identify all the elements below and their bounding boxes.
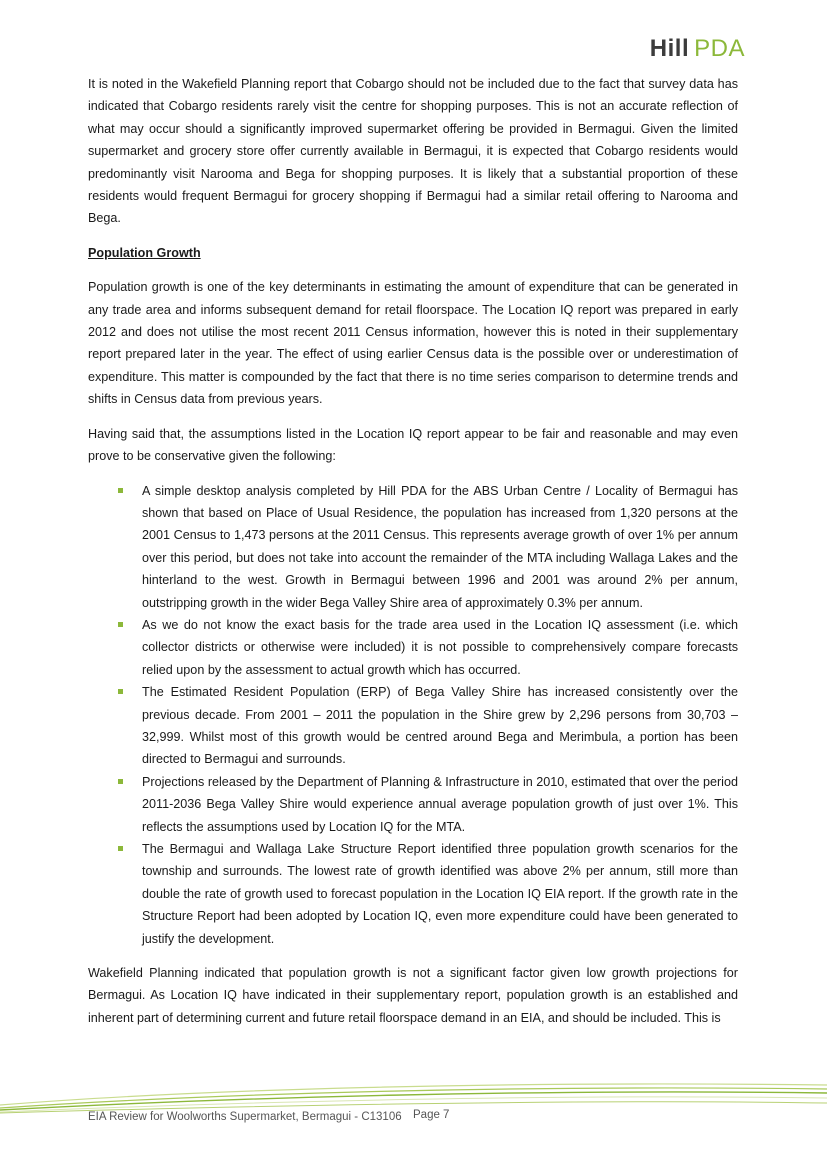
bullet-item: The Estimated Resident Population (ERP) of Bega Valley Shire has increased consistently over the previous decade. From 2001 – 2011 the population in the Shire grew by 2,296 persons from 30,703 – 32,999. Whilst most of this growth would be centred around Bega and Merimbula, a portion has been directed to Bermagui and surrounds. bbox=[142, 681, 738, 771]
bullet-list bbox=[88, 480, 738, 951]
footer-page-number: Page 7 bbox=[413, 1109, 450, 1121]
company-logo bbox=[650, 34, 745, 64]
paragraph-cobargo: It is noted in the Wakefield Planning report that Cobargo should not be included due to the fact that survey data has indicated that Cobargo residents rarely visit the centre for shopping purposes. This is not an accurate reflection of what may occur should a significantly improved supermarket offering be provided in Bermagui. Given the limited supermarket and grocery store offer currently available in Bermagui, it is expected that Cobargo residents would predominantly visit Narooma and Bega for shopping purposes. It is likely that a substantial proportion of these residents would frequent Bermagui for grocery shopping if Bermagui had a similar retail offering to Narooma and Bega. bbox=[88, 77, 738, 226]
paragraph-wakefield: Wakefield Planning indicated that population growth is not a significant factor given low growth projections for Bermagui. As Location IQ have indicated in their supplementary report, population growth is an established and inherent part of determining current and future retail floorspace demand in an EIA, and should be included. This is bbox=[88, 966, 738, 1025]
logo-primary-text: Hill bbox=[649, 35, 690, 62]
bullet-item: As we do not know the exact basis for the trade area used in the Location IQ assessment (i.e. which collector districts or otherwise were included) it is not possible to comprehensively compare forecasts relied upon by the assessment to actual growth which has occurred. bbox=[142, 614, 738, 681]
paragraph-population-intro: Population growth is one of the key determinants in estimating the amount of expenditure that can be generated in any trade area and informs subsequent demand for retail floorspace. The Location IQ report was prepared in early 2012 and does not utilise the most recent 2011 Census information, however this is noted in their supplementary report prepared later in the year. The effect of using earlier Census data is the possible over or underestimation of expenditure. This matter is compounded by the fact that there is no time series comparison to determine trends and shifts in Census data from previous years. bbox=[88, 280, 738, 407]
logo-secondary-text: PDA bbox=[694, 35, 745, 62]
bullet-item: Projections released by the Department of Planning & Infrastructure in 2010, estimated that over the period 2011-2036 Bega Valley Shire would experience annual average population growth of just over 1%. This reflects the assumptions used by Location IQ for the MTA. bbox=[142, 771, 738, 838]
section-heading-population-growth: Population Growth bbox=[88, 245, 201, 260]
footer-document-label: EIA Review for Woolworths Supermarket, Bermagui - C13106 bbox=[88, 1111, 402, 1123]
document-body bbox=[88, 73, 738, 1041]
paragraph-assumptions: Having said that, the assumptions listed in the Location IQ report appear to be fair and reasonable and may even prove to be conservative given the following: bbox=[88, 426, 738, 464]
bullet-item: The Bermagui and Wallaga Lake Structure Report identified three population growth scenarios for the township and surrounds. The lowest rate of growth identified was above 2% per annum, still more than double the rate of growth used to forecast population in the Location IQ EIA report. If the growth rate in the Structure Report had been adopted by Location IQ, even more expenditure could have been generated to justify the development. bbox=[142, 838, 738, 950]
bullet-item: A simple desktop analysis completed by Hill PDA for the ABS Urban Centre / Locality of Bermagui has shown that based on Place of Usual Residence, the population has increased from 1,320 persons at the 2001 Census to 1,473 persons at the 2011 Census. This represents average growth of over 1% per annum over this period, but does not take into account the remainder of the MTA including Wallaga Lakes and the hinterland to the west. Growth in Bermagui between 1996 and 2001 was around 2% per annum, outstripping growth in the wider Bega Valley Shire area of approximately 0.3% per annum. bbox=[142, 480, 738, 614]
